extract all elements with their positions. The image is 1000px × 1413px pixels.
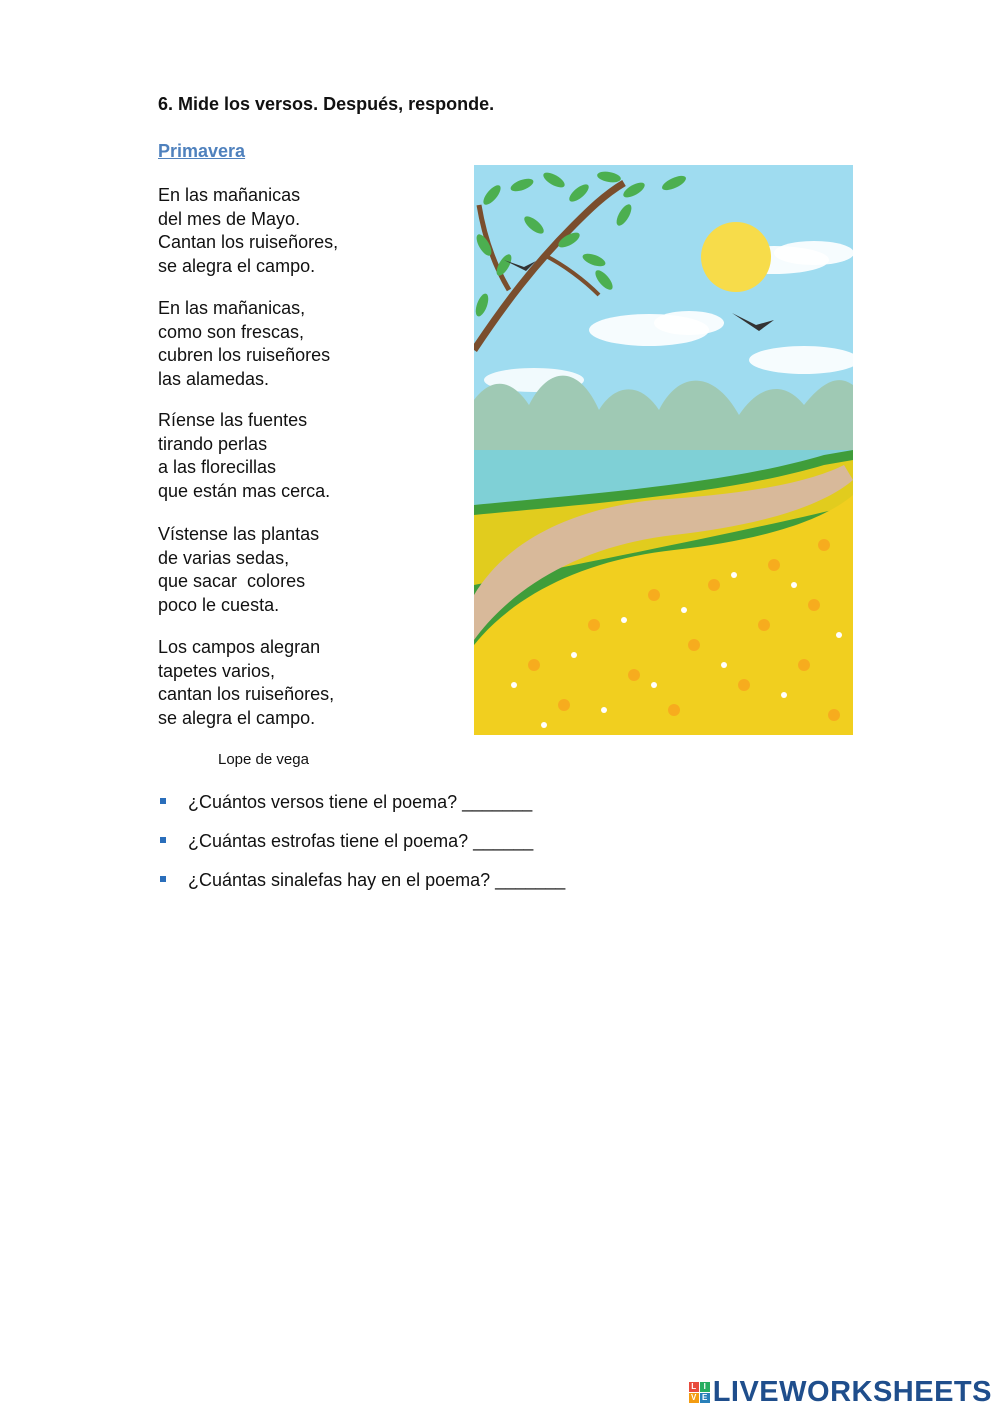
stanza-5 (158, 636, 334, 730)
verse: tirando perlas (158, 433, 268, 454)
stanza-2 (158, 297, 330, 391)
question-item (158, 870, 565, 909)
liveworksheets-logo (689, 1376, 992, 1408)
verse: Ríense las fuentes (158, 410, 308, 430)
question-text: ¿Cuántas estrofas tiene el poema? ______ (188, 831, 534, 851)
question-item (158, 831, 565, 870)
verse: tapetes varios, (158, 660, 276, 681)
logo-letter: E (700, 1393, 710, 1403)
verse: Vístense las plantas (158, 524, 320, 544)
verse: las alamedas. (158, 368, 270, 389)
stanza-4 (158, 523, 319, 617)
question-text: ¿Cuántos versos tiene el poema? _______ (188, 792, 533, 812)
cloud (654, 311, 724, 335)
verse: como son frescas, (158, 321, 305, 342)
verse: Cantan los ruiseñores, (158, 232, 339, 252)
verse: En las mañanicas (158, 185, 301, 205)
verse: cubren los ruiseñores (158, 345, 331, 365)
square-bullet-icon (160, 876, 166, 882)
cloud (774, 241, 853, 265)
brand-name: LIVEWORKSHEETS (712, 1375, 992, 1408)
verse: que sacar colores (158, 571, 306, 591)
logo-letter: L (689, 1382, 699, 1392)
verse: En las mañanicas, (158, 298, 306, 318)
logo-letter: V (689, 1393, 699, 1403)
verse: que están mas cerca. (158, 480, 331, 501)
logo-mark-icon (689, 1382, 710, 1403)
verse: de varias sedas, (158, 547, 290, 568)
verse: cantan los ruiseñores, (158, 684, 335, 704)
square-bullet-icon (160, 837, 166, 843)
square-bullet-icon (160, 798, 166, 804)
verse: del mes de Mayo. (158, 208, 301, 229)
question-text: ¿Cuántas sinalefas hay en el poema? _______ (188, 870, 566, 890)
poem-author: Lope de vega (218, 751, 309, 768)
stanza-1 (158, 184, 338, 278)
spring-landscape-illustration (474, 165, 853, 735)
verse: poco le cuesta. (158, 594, 280, 615)
poem-title: Primavera (158, 141, 246, 161)
verse: se alegra el campo. (158, 255, 316, 276)
verse: se alegra el campo. (158, 707, 316, 728)
sun-icon (701, 222, 771, 292)
logo-letter: I (700, 1382, 710, 1392)
stanza-3 (158, 409, 330, 503)
verse: Los campos alegran (158, 637, 321, 657)
verse: a las florecillas (158, 457, 277, 477)
exercise-heading: 6. Mide los versos. Después, responde. (158, 94, 495, 114)
question-item (158, 792, 565, 831)
question-list (158, 792, 565, 909)
